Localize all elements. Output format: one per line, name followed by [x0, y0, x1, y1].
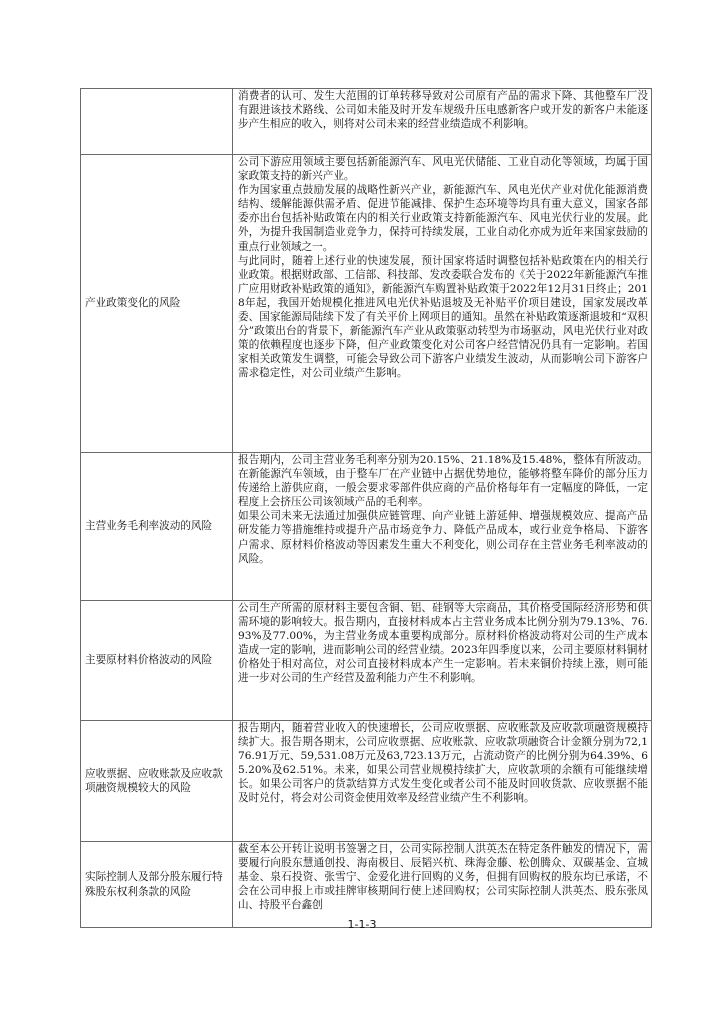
risk-paragraph: 作为国家重点鼓励发展的战略性新兴产业，新能源汽车、风电光伏产业对优化能源消费结构、缓解能源供需矛盾、促进节能减排、保护生态环境等均具有重大意义，国家各部委亦出台包括补贴政策在内的相关行业政策支持新能源汽车、风电光伏行业的发展。此外，为提升我国制造业竞争力，保持可持续发展，工业自动化亦成为近年来国家鼓励的重点行业领域之一。: [238, 184, 648, 253]
risk-paragraph: 公司生产所需的原材料主要包含铜、铝、硅钢等大宗商品，其价格受国际经济形势和供需环境的影响较大。报告期内，直接材料成本占主营业务成本比例分别为79.13%、76.93%及77.00%，为主营业务成本重要构成部分。原材料价格波动将对公司的生产成本造成一定的影响，进而影响公司的经营业绩。2023年四季度以来，公司主要原材料铜材价格处于相对高位，对公司直接材料成本产生一定影响。若未来铜价持续上涨，则可能进一步对公司的生产经营及盈利能力产生不利影响。: [238, 602, 648, 685]
risk-paragraph: 截至本公开转让说明书签署之日，公司实际控制人洪英杰在特定条件触发的情况下，需要履行向股东慧通创投、海南极目、辰韬兴杭、珠海金藤、松创腾众、双碳基金、宣城基金、泉石投资、张雪宁、金爱化进行回购的义务，但拥有回购权的股东均已承诺，不会在公司申报上市或挂牌审核期间行使上述回购权；公司实际控制人洪英杰、股东张凤山、持股平台鑫创: [238, 843, 648, 912]
risk-name-cell: 主要原材料价格波动的风险: [81, 601, 233, 721]
risk-description-cell: [233, 842, 652, 928]
risk-description-cell: [233, 453, 652, 601]
table-row: [81, 842, 652, 928]
table-row: [81, 453, 652, 601]
risk-paragraph: 报告期内，随着营业收入的快速增长，公司应收票据、应收账款及应收款项融资规模持续扩大。报告期各期末，公司应收票据、应收账款、应收款项融资合计金额分别为72,176.91万元、59,531.08万元及63,723.13万元，占流动资产的比例分别为64.39%、65.20%及62.51%。未来，如果公司营业规模持续扩大，应收款项的余额有可能继续增长。如果公司客户的货款结算方式发生变化或者公司不能及时回收货款、应收票据不能及时兑付，将会对公司资金使用效率及经营业绩产生不利影响。: [238, 722, 648, 805]
risk-paragraph: 与此同时，随着上述行业的快速发展，预计国家将适时调整包括补贴政策在内的相关行业政策。根据财政部、工信部、科技部、发改委联合发布的《关于2022年新能源汽车推广应用财政补贴政策的通知》，新能源汽车购置补贴政策于2022年12月31日终止；2018年起，我国开始规模化推进风电光伏补贴退坡及无补贴平价项目建设，国家发展改革委、国家能源局陆续下发了有关平价上网项目的通知。虽然在补贴政策逐渐退坡和“双积分”政策出台的背景下，新能源汽车产业从政策驱动转型为市场驱动，风电光伏行业对政策的依赖程度也逐步下降，但产业政策变化对公司客户经营情况仍具有一定影响。若国家相关政策发生调整，可能会导致公司下游客户业绩发生波动，从而影响公司下游客户需求稳定性，对公司业绩产生影响。: [238, 254, 648, 380]
table-row: [81, 721, 652, 842]
risk-paragraph: 报告期内，公司主营业务毛利率分别为20.15%、21.18%及15.48%，整体有所波动。在新能源汽车领域，由于整车厂在产业链中占据优势地位，能够将整车降价的部分压力传递给上游供应商，一般会要求零部件供应商的产品价格每年有一定幅度的降低，一定程度上会挤压公司该领域产品的毛利率。: [238, 454, 648, 509]
risk-paragraph: 公司下游应用领域主要包括新能源汽车、风电光伏储能、工业自动化等领域，均属于国家政策支持的新兴产业。: [238, 156, 648, 183]
risk-paragraph: 消费者的认可、发生大范围的订单转移导致对公司原有产品的需求下降、其他整车厂没有跟进该技术路线、公司如未能及时开发车规级升压电感新客户或开发的新客户未能逐步产生相应的收入，则将对公司未来的经营业绩造成不利影响。: [238, 90, 648, 131]
risk-description-cell: [233, 601, 652, 721]
risk-name-cell: [81, 89, 233, 155]
risk-name-cell: 产业政策变化的风险: [81, 155, 233, 453]
risk-name-cell: 实际控制人及部分股东履行特殊股东权利条款的风险: [81, 842, 233, 928]
table-row: [81, 89, 652, 155]
risk-factors-table: [80, 88, 652, 928]
risk-description-cell: [233, 155, 652, 453]
risk-paragraph: 如果公司未来无法通过加强供应链管理、向产业链上游延伸、增强规模效应、提高产品研发能力等措施维持或提升产品市场竞争力、降低产品成本，或行业竞争格局、下游客户需求、原材料价格波动等因素发生重大不利变化，则公司存在主营业务毛利率波动的风险。: [238, 510, 648, 565]
page-number: 1-1-3: [347, 918, 377, 931]
risk-name-cell: 应收票据、应收账款及应收款项融资规模较大的风险: [81, 721, 233, 842]
table-row: [81, 155, 652, 453]
risk-name-cell: 主营业务毛利率波动的风险: [81, 453, 233, 601]
risk-description-cell: [233, 89, 652, 155]
table-row: [81, 601, 652, 721]
risk-description-cell: [233, 721, 652, 842]
